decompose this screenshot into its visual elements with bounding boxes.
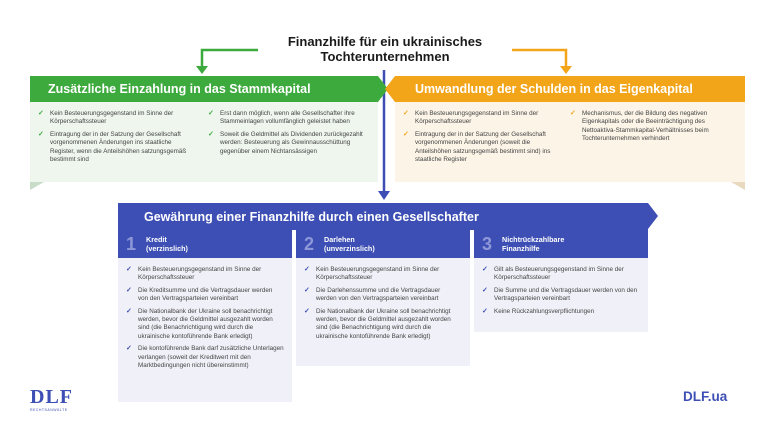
orange-right-column [570, 110, 730, 148]
list-item: ✓ Kein Besteuerungsgegenstand im Sinne der Körperschaftssteuer [304, 266, 440, 282]
option-number: 3 [482, 234, 493, 254]
orange-left-column [403, 110, 553, 168]
dlf-logo: DLF [30, 386, 73, 408]
option-number: 1 [126, 234, 137, 254]
check-icon: ✓ [304, 286, 310, 294]
option-label: Darlehen (unverzinslich) [324, 235, 375, 253]
green-panel-fold [30, 182, 44, 190]
check-icon: ✓ [482, 286, 488, 294]
list-item: ✓ Eintragung der in der Satzung der Gesellschaft vorgenommenen Änderungen (soweit die Anteilshöhen satzungsgemäß bestimmt sind) ins staatliche Register [403, 130, 551, 164]
check-icon: ✓ [570, 110, 576, 117]
list-item: ✓ Kein Besteuerungsgegenstand im Sinne der Körperschaftssteuer [403, 110, 539, 126]
list-item: ✓ Die Darlehenssumme und die Vertragsdauer werden von den Vertragsparteien vereinbart [304, 286, 441, 303]
list-item: ✓ Gilt als Besteuerungsgegenstand im Sinne der Körperschaftssteuer [482, 266, 624, 282]
list-item: ✓ Soweit die Geldmittel als Dividenden zurückgezahlt werden: Besteuerung als Gewinnausschüttung gegenüber einem Nichtansässigen [208, 130, 363, 155]
dlf-url-logo: DLF.ua [683, 389, 728, 404]
check-icon: ✓ [126, 286, 132, 294]
orange-arrowhead [560, 66, 572, 74]
list-item: ✓ Kein Besteuerungsgegenstand im Sinne der Körperschaftssteuer [38, 110, 174, 126]
option-body-kredit [118, 258, 292, 402]
check-icon: ✓ [126, 307, 132, 315]
option-header-darlehen [296, 230, 470, 258]
option-header-kredit [118, 230, 292, 258]
option-header-finanzhilfe [474, 230, 648, 258]
green-arrow [202, 50, 258, 68]
blue-arrowhead [378, 191, 390, 200]
list-item: ✓ Keine Rückzahlungsverpflichtungen [482, 307, 595, 315]
check-icon: ✓ [482, 266, 488, 273]
option-body-finanzhilfe [474, 258, 648, 332]
check-icon: ✓ [38, 110, 44, 117]
list-item: ✓ Die kontoführende Bank darf zusätzliche Unterlagen verlangen (soweit der Kreditwert mit den Marktbedingungen nicht übereinstimmt) [126, 345, 284, 370]
check-icon: ✓ [126, 266, 132, 273]
option-number: 2 [304, 234, 315, 254]
orange-panel-fold [731, 182, 745, 190]
check-icon: ✓ [403, 130, 409, 138]
list-item: ✓ Mechanismus, der die Bildung des negativen Eigenkapitals oder die Beeinträchtigung des Nettoaktiva-Stammkapital-Verhältnisses beim Tochterunternehmen verhindert [570, 110, 709, 143]
list-item: ✓ Die Kreditsumme und die Vertragsdauer werden von den Vertragsparteien vereinbart [126, 286, 273, 303]
green-left-column [38, 110, 196, 168]
green-arrowhead [196, 66, 208, 74]
option-label: Nichtrückzahlbare Finanzhilfe [502, 235, 565, 253]
list-item: ✓ Die Nationalbank der Ukraine soll benachrichtigt werden, bevor die Geldmittel ausgezahlt worden sind (die Benachrichtigung wird durch die ukrainische kontoführende Bank erledigt) [126, 307, 273, 340]
check-icon: ✓ [482, 307, 488, 315]
list-item: ✓ Die Nationalbank der Ukraine soll benachrichtigt werden, bevor die Geldmittel ausgezahlt worden sind (die Benachrichtigung wird durch die ukrainische kontoführende Bank erledigt) [304, 307, 451, 340]
green-panel-heading: Zusätzliche Einzahlung in das Stammkapital [30, 76, 378, 102]
orange-arrow [512, 50, 566, 68]
option-label: Kredit (verzinslich) [146, 235, 188, 253]
check-icon: ✓ [403, 110, 409, 117]
check-icon: ✓ [38, 130, 44, 138]
check-icon: ✓ [208, 110, 214, 117]
check-icon: ✓ [126, 345, 132, 353]
dlf-logo-subtitle: RECHTSANWÄLTE [30, 408, 68, 412]
list-item: ✓ Eintragung der in der Satzung der Gesellschaft vorgenommenen Änderungen ins staatliche Register, wenn die Anteilshöhen satzungsgemäß bestimmt sind [38, 130, 187, 164]
diagram-title: Finanzhilfe für ein ukrainisches Tochterunternehmen [287, 34, 483, 64]
list-item: ✓ Die Summe und die Vertragsdauer werden von den Vertragsparteien vereinbart [482, 286, 638, 303]
check-icon: ✓ [304, 307, 310, 315]
orange-panel-heading: Umwandlung der Schulden in das Eigenkapital [395, 76, 745, 102]
option-body-darlehen [296, 258, 470, 366]
green-right-column [208, 110, 368, 160]
check-icon: ✓ [304, 266, 310, 273]
list-item: ✓ Erst dann möglich, wenn alle Gesellschafter ihre Stammeinlagen vollumfänglich geleistet haben [208, 110, 355, 126]
list-item: ✓ Kein Besteuerungsgegenstand im Sinne der Körperschaftssteuer [126, 266, 262, 282]
check-icon: ✓ [208, 130, 214, 138]
blue-panel-heading: Gewährung einer Finanzhilfe durch einen Gesellschafter [118, 203, 648, 230]
